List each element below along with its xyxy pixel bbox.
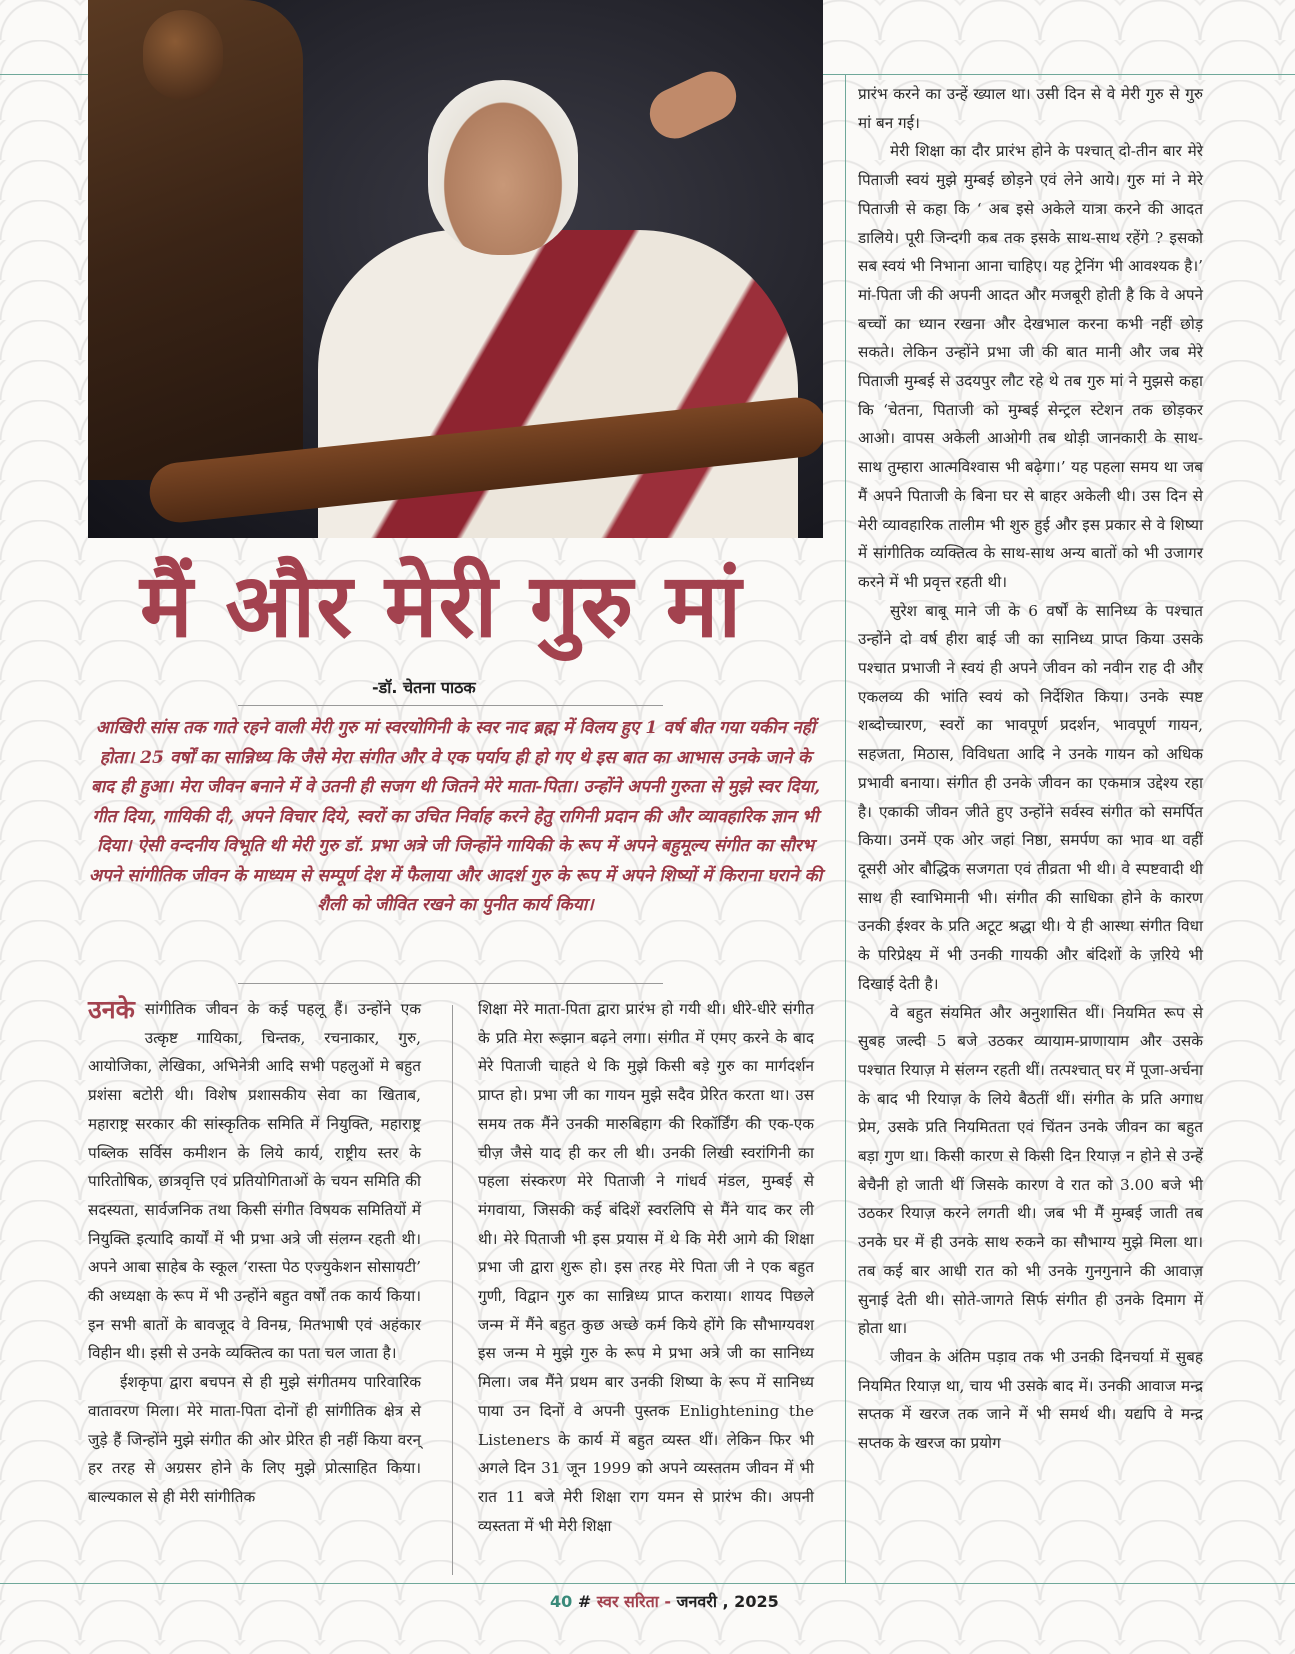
col3-paragraph-0: प्रारंभ करने का उन्हें ख्याल था। उसी दिन से वे मेरी गुरु से गुरु मां बन गई। [858,85,1203,132]
magazine-name: स्वर सरिता - [596,1592,672,1611]
col3-paragraph-2: सुरेश बाबू माने जी के 6 वर्षों के सानिध्य के पश्चात उन्होंने दो वर्ष हीरा बाई जी का सानिध्य प्राप्त किया उसके पश्चात प्रभाजी ने स्वयं ही अपने जीवन को नवीन राह दी और एकलव्य की भांति स्वयं को निर्देशित किया। उनके स्पष्ट शब्दोच्चारण, स्वरों का भावपूर्ण प्रदर्शन, भावपूर्ण गायन, सहजता, मिठास, विविधता आदि ने उनके गायन को अधिक प्रभावी बनाया। संगीत ही उनके जीवन का एकमात्र उद्देश्य रहा है। एकाकी जीवन जीते हुए उन्होंने सर्वस्व संगीत को समर्पित किया। उनमें एक ओर जहां निष्ठा, समर्पण का भाव था वहीं दूसरी ओर बौद्धिक सजगता एवं तीव्रता भी थी। वे स्पष्टवादी थी साथ ही स्वाभिमानी भी। संगीत की साधिका होने के कारण उनकी ईश्वर के प्रति अटूट श्रद्धा थी। ये ही आस्था संगीत विधा के परिप्रेक्ष्य में भी उनकी गायकी और बंदिशों के ज़रिये भी दिखाई देती है। [858,601,1203,993]
col2-paragraph-1: शिक्षा मेरे माता-पिता द्वारा प्रारंभ हो गयी थी। धीरे-धीरे संगीत के प्रति मेरा रूझान बढ़ने लगा। संगीत में एमए करने के बाद मेरे पिताजी चाहते थे कि मुझे किसी बड़े गुरु का मार्गदर्शन प्राप्त हो। प्रभा जी का गायन मुझे सदैव प्रेरित करता था। उस समय तक मैंने उनकी मारुबिहाग की रिकॉर्डिंग की एक-एक चीज़ जैसे याद ही कर ली थी। उनकी लिखी स्वरांगिनी का पहला संस्करण मेरे पिताजी ने गांधर्व मंडल, मुम्बई से मंगवाया, जिसकी कई बंदिशें स्वरलिपि से मैंने याद कर ली थी। मेरे पिताजी भी इस प्रयास में थे कि मेरी आगे की शिक्षा प्रभा जी द्वारा शुरू हो। इस तरह मेरे पिता जी ने एक बहुत गुणी, विद्वान गुरु का सान्निध्य प्राप्त कराया। शायद पिछले जन्म में मैंने बहुत कुछ अच्छे कर्म किये होंगे कि सौभाग्यवश इस जन्म मे मुझे गुरु के रूप मे प्रभा अत्रे जी का सानिध्य मिला। जब मैंने प्रथम बार उनकी शिष्या के रूप में सानिध्य पाया उन दिनों वे अपनी पुस्तक Enlightening the Listeners के कार्य में बहुत व्यस्त थीं। लेकिन फिर भी अगले दिन 31 जून 1999 को अपने व्यस्ततम जीवन में भी रात 11 बजे मेरी शिक्षा राग यमन से प्रारंभ की। अपनी व्यस्तता में भी मेरी शिक्षा [478,1000,815,1535]
column-divider-middle [452,1005,453,1575]
col3-paragraph-1: मेरी शिक्षा का दौर प्रारंभ होने के पश्चात् दो-तीन बार मेरे पिताजी स्वयं मुझे मुम्बई छोड़ने एवं लेने आये। गुरु मां ने मेरे पिताजी से कहा कि ‘ अब इसे अकेले यात्रा करने की आदत डालिये। पूरी जिन्दगी कब तक इसके साथ-साथ रहेंगे ? इसको सब स्वयं भी निभाना आना चाहिए। यह ट्रेनिंग भी आवश्यक है।’ मां-पिता जी की अपनी आदत और मजबूरी होती है कि वे अपने बच्चों का ध्यान रखना और देखभाल करना कभी नहीं छोड़ सकते। लेकिन उन्होंने प्रभा जी की बात मानी और जब मेरे पिताजी मुम्बई से उदयपुर लौट रहे थे तब गुरु मां ने मुझसे कहा कि ‘चेतना, पिताजी को मुम्बई सेन्ट्रल स्टेशन तक छोड़कर आओ। वापस अकेली आओगी तब थोड़ी जानकारी के साथ-साथ तुम्हारा आत्मविश्वास भी बढ़ेगा।’ यह पहला समय था जब मैं अपने पिताजी के बिना घर से बाहर अकेली थी। उस दिन से मेरी व्यावहारिक तालीम भी शुरु हुई और इस प्रकार से वे शिष्या में सांगीतिक व्यक्तित्व के साथ-साथ अन्य बातों को भी उजागर करने में भी प्रवृत्त रहती थी। [858,142,1203,591]
bottom-divider-line [0,1583,1295,1584]
body-column-1 [88,995,421,1512]
article-title: मैं और मेरी गुरु मां [140,554,743,657]
intro-paragraph: आखिरी सांस तक गाते रहने वाली मेरी गुरु मां स्वरयोगिनी के स्वर नाद ब्रह्म में विलय हुए 1 वर्ष बीत गया यकीन नहीं होता। 25 वर्षों का सान्निध्य कि जैसे मेरा संगीत और वे एक पर्याय ही हो गए थे इस बात का आभास उनके जाने के बाद ही हुआ। मेरा जीवन बनाने में वे उतनी ही सजग थी जितने मेरे माता-पिता। उन्होंने अपनी गुरुता से मुझे स्वर दिया, गीत दिया, गायिकी दी, अपने विचार दिये, स्वरों का उचित निर्वाह करने हेतु रागिनी प्रदान की और व्यावहारिक ज्ञान भी दिया। ऐसी वन्दनीय विभूति थी मेरी गुरु डॉ. प्रभा अत्रे जी जिन्होंने गायिकी के रूप में अपने बहुमूल्य संगीत का सौरभ अपने सांगीतिक जीवन के माध्यम से सम्पूर्ण देश में फैलाया और आदर्श गुरु के रूप में अपने शिष्यों में किराना घराने की शैली को जीवित रखने का पुनीत कार्य किया। [88,718,823,915]
author-byline: -डॉ. चेतना पाठक [372,678,476,697]
footer-hash: # [577,1592,592,1611]
drop-word: उनके [88,995,135,1024]
intro-divider [238,983,663,984]
col1-paragraph-2: ईशकृपा द्वारा बचपन से ही मुझे संगीतमय पारिवारिक वातावरण मिला। मेरे माता-पिता दोनों ही सांगीतिक क्षेत्र से जुड़े हैं जिन्होंने मुझे संगीत की ओर प्रेरित ही नहीं किया वरन् हर तरह से अग्रसर होने के लिए मुझे प्रोत्साहित किया। बाल्यकाल से ही मेरी सांगीतिक [88,1373,421,1506]
statue-head [143,10,223,100]
page-number: 40 [550,1592,573,1611]
col3-paragraph-3: वे बहुत संयमित और अनुशासित थीं। नियमित रूप से सुबह जल्दी 5 बजे उठकर व्यायाम-प्राणायाम और उसके पश्चात रियाज़ मे संलग्न रहती थीं। तत्पश्चात् घर में पूजा-अर्चना के बाद भी रियाज़ के लिये बैठतीं थीं। संगीत के प्रति अगाध प्रेम, उसके प्रति नियमितता एवं चिंतन उनके जीवन का बहुत बड़ा गुण था। किसी कारण से किसी दिन रियाज़ न होने से उन्हें बेचैनी हो जाती थीं जिसके कारण वे रात को 3.00 बजे भी उठकर रियाज़ करने लगती थी। जब भी मैं मुम्बई जाती तब उनके घर में ही उनके साथ रुकने का सौभाग्य मुझे मिला था। तब कई बार आधी रात को भी उनके गुनगुनाने की आवाज़ सुनाई देती थी। सोते-जागते सिर्फ संगीत ही उनके दिमाग में होता था। [858,1003,1203,1338]
body-column-3 [858,80,1203,1458]
singer-raised-hand [642,63,745,146]
col1-paragraph-1-text: सांगीतिक जीवन के कई पहलू हैं। उन्होंने एक उत्कृष्ट गायिका, चिन्तक, रचनाकार, गुरु, आयोजिका, लेखिका, अभिनेत्री आदि सभी पहलुओं मे बहुत प्रशंसा बटोरी थी। विशेष प्रशासकीय सेवा का खिताब, महाराष्ट्र सरकार की सांस्कृतिक समिति में नियुक्ति, महाराष्ट्र पब्लिक सर्विस कमीशन के लिये कार्य, राष्ट्रीय स्तर के पारितोषिक, छात्रवृत्ति एवं प्रतियोगिताओं के चयन समिति की सदस्यता, सार्वजनिक तथा किसी संगीत विषयक समितियों में नियुक्ति इत्यादि कार्यों में भी प्रभा अत्रे जी संलग्न रहती थी। अपने आबा साहेब के स्कूल ‘रास्ता पेठ एज्युकेशन सोसायटी’ की अध्यक्षा के रूप में भी उन्होंने बहुत वर्षों तक कार्य किया। इन सभी बातों के बावजूद वे विनम्र, मितभाषी एवं अहंकार विहीन थी। इसी से उनके व्यक्तित्व का पता चल जाता है। [88,1000,421,1363]
body-column-2 [478,995,814,1540]
title-divider [238,705,663,706]
page-footer [550,1590,779,1612]
col3-paragraph-4: जीवन के अंतिम पड़ाव तक भी उनकी दिनचर्या में सुबह नियमित रियाज़ था, चाय भी उसके बाद में। उनकी आवाज मन्द्र सप्तक में खरज तक जाने में भी समर्थ थी। यद्यपि वे मन्द्र सप्तक के खरज का प्रयोग [858,1347,1203,1453]
article-photo [88,0,823,538]
col1-paragraph-1 [88,995,421,1368]
column-divider-right [845,74,846,1583]
singer-head [428,80,578,255]
issue-date: जनवरी , 2025 [676,1592,779,1611]
